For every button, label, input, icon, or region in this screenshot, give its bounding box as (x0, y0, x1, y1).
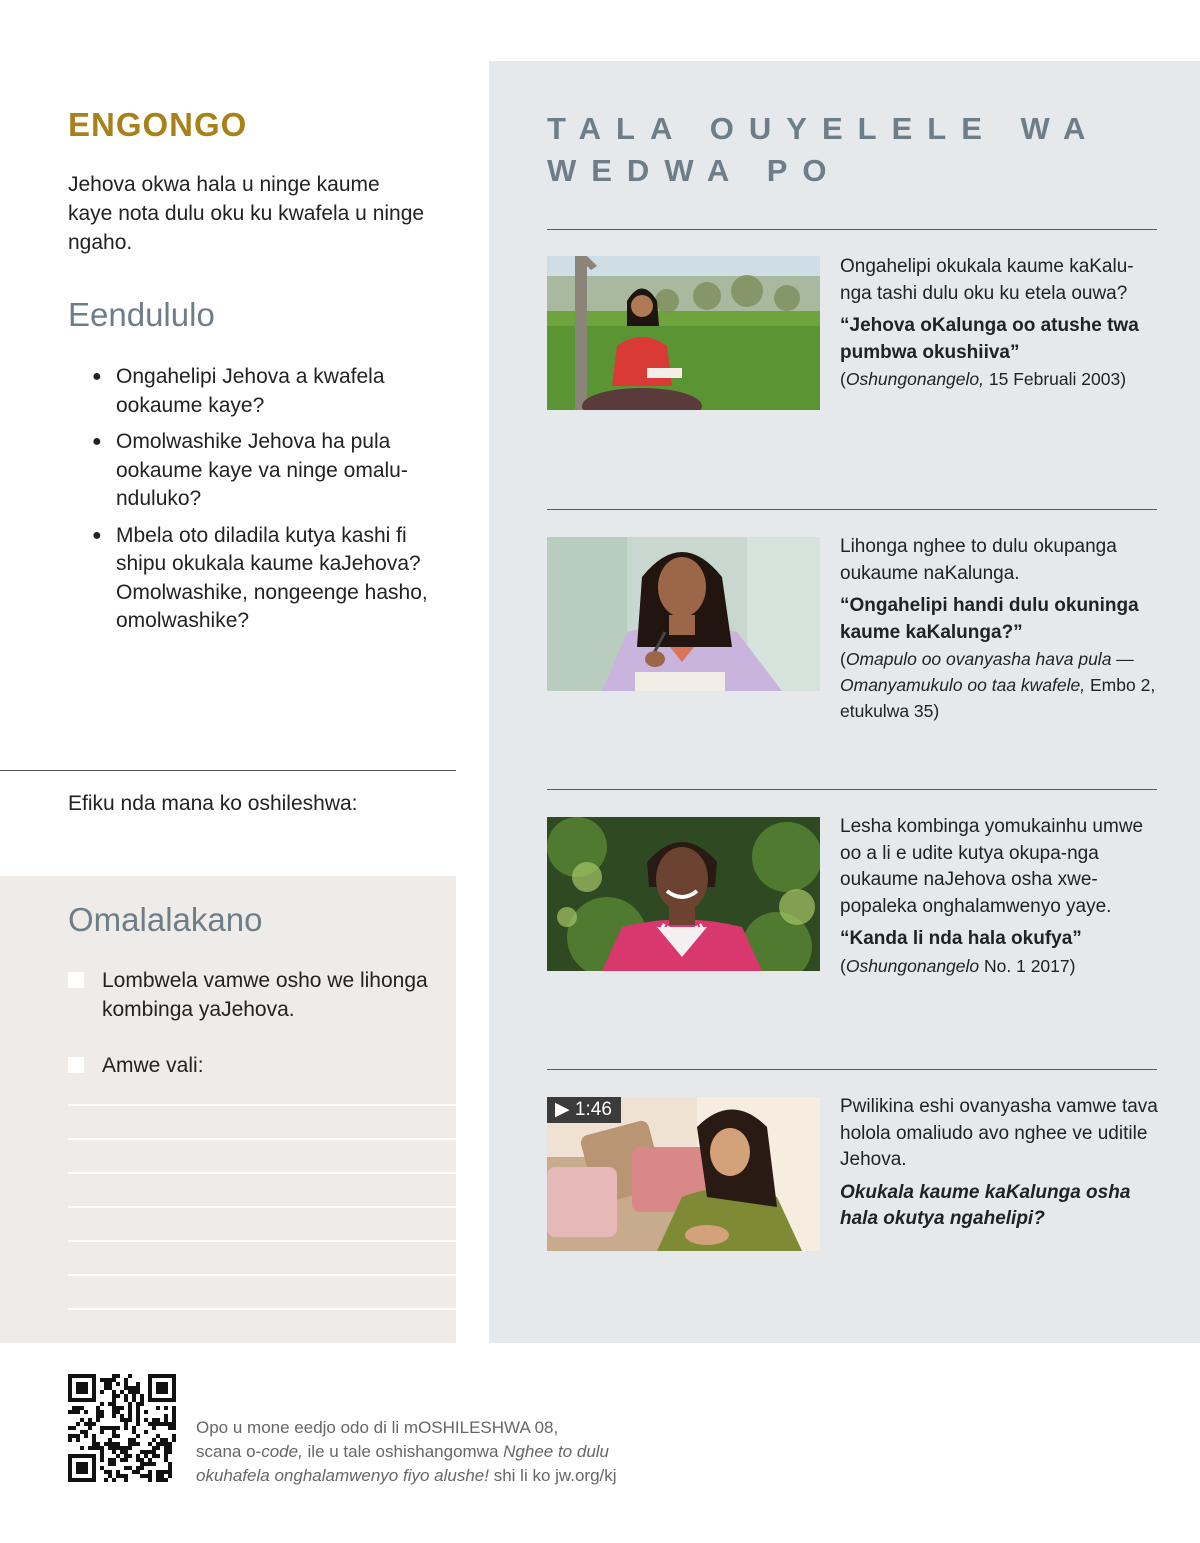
goal-item (68, 1051, 448, 1080)
resource-description: Ongahelipi okukala kaume kaKalu-nga tashi dulu oku ku etela ouwa? (840, 256, 1134, 304)
footer-line (196, 1464, 716, 1488)
video-thumbnail[interactable] (547, 1097, 820, 1251)
divider (547, 229, 1157, 230)
source-detail: 15 Februali 2003) (984, 369, 1127, 389)
resource-title[interactable]: “Jehova oKalunga oo atushe twa pumbwa okushiiva” (840, 315, 1139, 363)
bullet-icon: ● (92, 368, 102, 385)
resource-description: Lihonga nghee to dulu okupanga oukaume naKalunga. (840, 536, 1117, 584)
resource-image[interactable] (547, 256, 820, 410)
source-publication: Omapulo oo ovanyasha hava pula — Omanyamukulo oo taa kwafele, (840, 649, 1134, 695)
question-text: Mbela oto diladila kutya kashi fi shipu okukala kaume kaJehova? Omolwashike, nongeenge hasho, omolwashike? (116, 523, 428, 632)
play-icon: ▶ (555, 1099, 570, 1120)
goal-label: Lombwela vamwe osho we lihonga kombinga yaJehova. (102, 969, 428, 1021)
writing-line[interactable] (68, 1274, 456, 1276)
resource-description: Lesha kombinga yomukainhu umwe oo a li e udite kutya okupa-nga oukaume naJehova osha xwe-popaleka onghalamwenyo yaye. (840, 816, 1144, 917)
footer-text: ile u tale oshishangomwa (302, 1442, 504, 1461)
resource-source: (Oshungonangelo No. 1 2017) (840, 955, 1076, 976)
resource-source: (Oshungonangelo, 15 Februali 2003) (840, 369, 1127, 389)
resource-text (840, 1094, 1160, 1233)
bullet-icon: ● (92, 526, 102, 544)
footer-text: code, (261, 1442, 303, 1461)
writing-line[interactable] (68, 1138, 456, 1140)
date-completed-label: Efiku nda mana ko oshileshwa: (68, 792, 358, 815)
resource-title[interactable]: Okukala kaume kaKalunga osha hala okutya ngahelipi? (840, 1181, 1131, 1229)
resource-text (840, 254, 1160, 392)
resource-source: (Omapulo oo ovanyasha hava pula — Omanyamukulo oo taa kwafele, Embo 2, etukulwa 35) (840, 649, 1156, 721)
writing-line[interactable] (68, 1206, 456, 1208)
question-item (92, 363, 462, 420)
resource-title[interactable]: “Ongahelipi handi dulu okuninga kaume kaKalunga?” (840, 595, 1139, 643)
footer-text: scana o- (196, 1442, 262, 1461)
question-item (92, 428, 462, 514)
footer-line: Opo u mone eedjo odo di li mOSHILESHWA 08, (196, 1418, 559, 1437)
resource-description: Pwilikina eshi ovanyasha vamwe tava holola omaliudo avo nghee ve uditile Jehova. (840, 1096, 1158, 1170)
resource-image[interactable] (547, 537, 820, 691)
resource-text (840, 534, 1160, 724)
bullet-icon: ● (92, 433, 102, 450)
source-detail: No. 1 2017) (979, 955, 1076, 976)
question-text: Ongahelipi Jehova a kwafela ookaume kaye? (116, 365, 385, 417)
divider (547, 1069, 1157, 1070)
topic-text: Jehova okwa hala u ninge kaume kaye nota dulu oku ku kwafela u ninge ngaho. (68, 173, 425, 254)
footer-text: okuhafela onghalamwenyo fiyo alushe! (196, 1466, 489, 1485)
footer-link[interactable]: shi li ko jw.org/kj (488, 1466, 617, 1485)
questions-list (92, 363, 462, 644)
goals-heading: Omalalakano (68, 901, 263, 938)
resources-title: TALA OUYELELE WA WEDWA PO (547, 111, 1100, 188)
question-item (92, 522, 462, 636)
video-duration: 1:46 (574, 1099, 612, 1120)
questions-heading: Eendululo (68, 296, 215, 333)
goal-checkbox[interactable] (68, 1057, 84, 1073)
goal-label: Amwe vali: (102, 1054, 204, 1077)
writing-line[interactable] (68, 1104, 456, 1106)
divider (547, 509, 1157, 510)
writing-line[interactable] (68, 1172, 456, 1174)
footer-line (196, 1440, 716, 1464)
resource-title[interactable]: “Kanda li nda hala okufya” (840, 928, 1082, 949)
goals-panel (0, 876, 456, 1343)
question-text: Omolwashike Jehova ha pula ookaume kaye va ninge omalu-nduluko? (116, 430, 408, 510)
qr-code-icon[interactable] (68, 1374, 176, 1482)
topic-heading: ENGONGO (68, 106, 248, 143)
source-publication: Oshungonangelo, (845, 369, 984, 389)
divider (0, 770, 456, 771)
source-detail: Embo 2, etukulwa 35) (840, 675, 1156, 721)
source-publication: Oshungonangelo (845, 955, 980, 976)
writing-line[interactable] (68, 1308, 456, 1310)
resource-image[interactable] (547, 817, 820, 971)
resource-text (840, 814, 1160, 979)
divider (547, 789, 1157, 790)
goal-item (68, 966, 448, 1024)
goal-checkbox[interactable] (68, 972, 84, 988)
writing-line[interactable] (68, 1240, 456, 1242)
footer-text: Nghee to dulu (503, 1442, 610, 1461)
video-duration-badge[interactable] (547, 1097, 621, 1123)
footer-note (196, 1416, 716, 1488)
